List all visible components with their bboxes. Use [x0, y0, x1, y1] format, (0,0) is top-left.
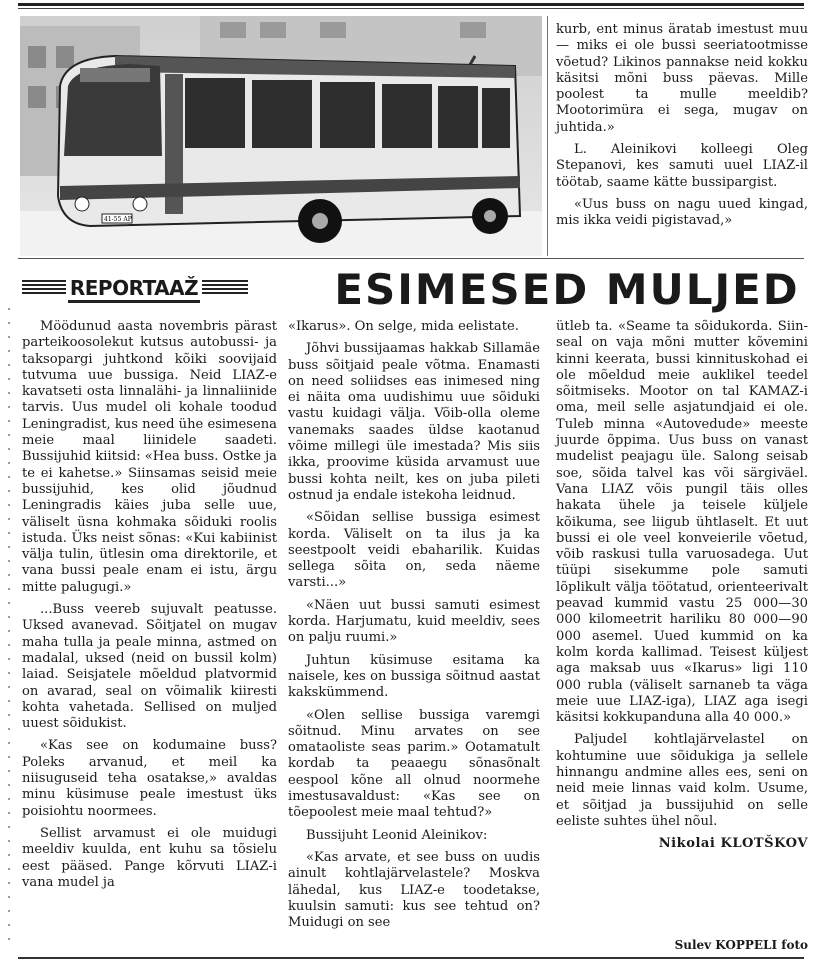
paragraph: «Sõidan sellise bussiga esimest korda. Väliselt on ta ilus ja ka seestpoolt veidi ebaharilik. Kuidas sellega sõita on, seda näeme varsti...» — [288, 510, 540, 591]
margin-dots — [8, 300, 10, 940]
paragraph: ütleb ta. «Seame ta sõidukorda. Siin-seal on vaja mõni mutter kõvemini kinni keerata, bussi kinnituskohad ei ole mõeldud meie auklikel teedel sõitmiseks. Mootor on tal KAMAZ-i oma, meil selle asjatundjaid ei ole. Tuleb minna «Autovedude» meeste juurde õppima. Uus buss on vanast mudelist peajagu üle. Salong seisab soe, sõida talvel kas või särgiväel. Vana LIAZ võis pungil täis olles hakata ühele ja teisele küljele kõikuma, see liigub ühtlaselt. Et uut bussi ei ole veel konveierile võetud, võib raskusi tulla varuosadega. Uut tüüpi sisekumme pole samuti lõplikult välja töötatud, orienteerivalt peavad kummid vastu 25 000—30 000 kilomeetrit hariliku 80 000—90 000 asemel. Uued kummid on ka kolm korda kallimad. Teisest küljest aga maksab uus «Ikarus» ligi 110 000 rubla (väliselt sarnaneb ta väga meie uue LIAZ-iga), LIAZ aga isegi käsitsi kokkupanduna alla 40 000.» — [556, 319, 808, 726]
article-column-1 — [22, 319, 277, 897]
paragraph: «Olen sellise bussiga varemgi sõitnud. Minu arvates on see omataoliste seas parim.» Ootamatult kordab ta peaaegu sõnasõnalt eespool kõne all olnud noormehe imestusavaldust: «Kas see on tõepoolest meie maal tehtud?» — [288, 707, 540, 821]
author-signature: Nikolai KLOTŠKOV — [658, 836, 808, 852]
column-divider — [547, 16, 548, 256]
photo-credit: Sulev KOPPELI foto — [674, 938, 808, 952]
paragraph: «Kas arvate, et see buss on uudis ainult kohtlajärvelastele? Moskva lähedal, kus LIAZ-e toodetakse, kuulsin samuti: kus see tehtud on? Muidugi on see — [288, 849, 540, 931]
kicker — [22, 274, 248, 300]
paragraph: Möödunud aasta novembris pärast parteikoosolekut kutsus autobussi- ja taksopargi juhtkond kõiki soovijaid tutvuma uue bussiga. Neid LIAZ-e kavatseti osta linnalähi- ja linnaliinide tarvis. Uus mudel oli kohale toodud Leningradist, kus need ühe esimesena meie maal liinidele saadeti. Bussijuhid kiitsid: «Hea buss. Ostke ja te ei kahetse.» Siinsamas seisid meie bussijuhid, kes olid jõudnud Leningradis käies juba selle uue, väliselt üsna kohmaka sõiduki roolis istuda. Üks neist sõnas: «Kui kabiinist välja tulin, ütlesin oma direktorile, et vana bussi peale enam ei istu, ärgu mitte palugugi.» — [22, 319, 277, 595]
paragraph: ...Buss veereb sujuvalt peatusse. Uksed avanevad. Sõitjatel on mugav maha tulla ja peale minna, astmed on madalal, uksed (neid on bussil kolm) laiad. Seisjatele mõeldud platvormid on avarad, seal on võimalik kiiresti kohta vahetada. Sellised on muljed uuest sõidukist. — [22, 602, 277, 732]
article-column-3 — [556, 319, 808, 859]
paragraph: kurb, ent minus äratab imestust muu — miks ei ole bussi seeriatootmisse võetud? Likinos pannakse neid kokku käsitsi mõni buss päevas. Mille poolest ta mulle meeldib? Mootorimüra ei sega, mugav on juhtida.» — [556, 22, 808, 135]
paragraph: «Uus buss on nagu uued kingad, mis ikka veidi pigistavad,» — [556, 196, 808, 229]
bus-photo — [20, 16, 542, 256]
paragraph: L. Aleinikovi kolleegi Oleg Stepanovi, kes samuti uuel LIAZ-il töötab, saame kätte bussipargist. — [556, 142, 808, 190]
paragraph: Juhtun küsimuse esitama ka naisele, kes on bussiga sõitnud aastat kakskümmend. — [288, 652, 540, 701]
kicker-ornament — [202, 280, 248, 294]
svg-text:41-55 АР: 41-55 АР — [104, 216, 132, 223]
section-rule — [18, 258, 804, 259]
paragraph: Sellist arvamust ei ole muidugi meeldiv kuulda, ent kuhu sa tõsielu eest pääsed. Pange kõrvuti LIAZ-i vana mudel ja — [22, 825, 277, 890]
top-rule-thin — [18, 8, 804, 9]
top-rule — [18, 3, 804, 6]
bottom-rule — [18, 957, 804, 959]
kicker-label: REPORTAAŽ — [68, 276, 200, 303]
paragraph: «Ikarus». On selge, mida eelistate. — [288, 319, 519, 334]
paragraph: Jõhvi bussijaamas hakkab Sillamäe buss sõitjaid peale võtma. Enamasti on need soliidses eas inimesed ning ei näita oma uudishimu uue sõiduki vastu kuidagi välja. Võib-olla oleme vanemaks saades üldse kaotanud võime millegi üle imestada? Mis siis ikka, proovime küsida arvamust uue bussi kohta neilt, kes on juba pileti ostnud ja endale istekoha leidnud. — [288, 341, 540, 503]
kicker-ornament — [22, 280, 66, 294]
paragraph: «Näen uut bussi samuti esimest korda. Harjumatu, kuid meeldiv, sees on palju ruumi.» — [288, 597, 540, 646]
top-right-column — [556, 22, 808, 236]
paragraph: «Kas see on kodumaine buss? Poleks arvanud, et meil ka niisuguseid teha osatakse,» avaldas minu küsimuse peale imestust üks poisiohtu noormees. — [22, 738, 277, 819]
article-column-2 — [288, 319, 540, 937]
headline: ESIMESED MULJED — [334, 265, 800, 314]
paragraph: Bussijuht Leonid Aleinikov: — [306, 827, 488, 843]
paragraph: Paljudel kohtlajärvelastel on kohtumine uue sõidukiga ja sellele hinnangu andmine alles ees, seni on neid meie linnas vaid kolm. Usume, et sõitjad ja bussijuhid on selle eeliste suhtes ühel nõul. — [556, 732, 808, 829]
